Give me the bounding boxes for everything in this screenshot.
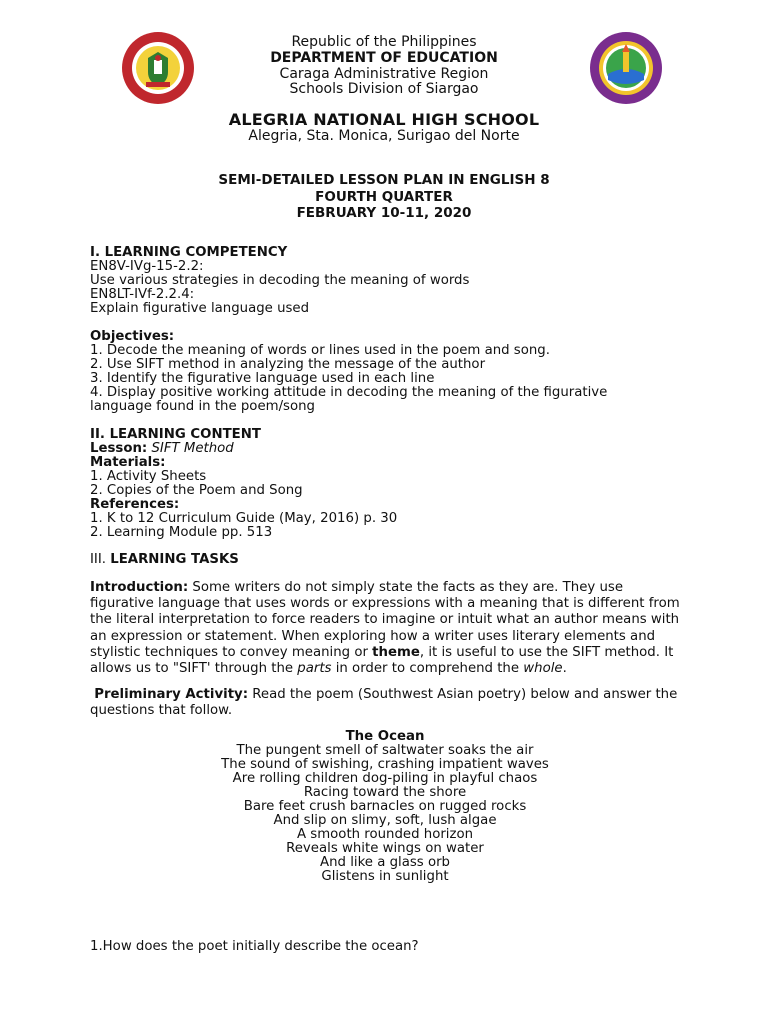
objective-item: language found in the poem/song bbox=[90, 399, 315, 414]
objective-item: 2. Use SIFT method in analyzing the message of the author bbox=[90, 357, 486, 372]
introduction-paragraph: Introduction: Some writers do not simply state the facts as they are. They use figurative language that uses words or expressions with a meaning that is different from the literal interpretation to force readers to imagine or intuit what an author means with an expression or statement. When exploring how a writer uses literary elements and stylistic techniques to convey meaning or theme, it is useful to use the SIFT method. It allows us to "SIFT' through the parts in order to comprehend the whole. bbox=[90, 580, 680, 677]
poem-line: And like a glass orb bbox=[320, 854, 450, 870]
materials-heading: Materials: bbox=[90, 455, 166, 470]
question-1: 1.How does the poet initially describe the ocean? bbox=[90, 938, 419, 954]
poem-line: Are rolling children dog-piling in playful chaos bbox=[232, 770, 538, 786]
header-division: Schools Division of Siargao bbox=[289, 81, 479, 97]
preliminary-activity: Preliminary Activity: Read the poem (Southwest Asian poetry) below and answer the questions that follow. bbox=[90, 687, 678, 719]
objective-item: 4. Display positive working attitude in decoding the meaning of the figurative bbox=[90, 385, 608, 400]
title-line-2: FOURTH QUARTER bbox=[315, 188, 453, 205]
poem-title: The Ocean bbox=[345, 728, 425, 744]
competency-line: Use various strategies in decoding the meaning of words bbox=[90, 273, 470, 288]
competency-heading: I. LEARNING COMPETENCY bbox=[90, 245, 288, 260]
poem-line: The sound of swishing, crashing impatient waves bbox=[221, 756, 549, 772]
material-item: 1. Activity Sheets bbox=[90, 469, 207, 484]
school-name: ALEGRIA NATIONAL HIGH SCHOOL bbox=[228, 110, 540, 129]
poem-line: The pungent smell of saltwater soaks the air bbox=[236, 742, 534, 758]
lesson-line: Lesson: SIFT Method bbox=[90, 441, 234, 456]
title-line-1: SEMI-DETAILED LESSON PLAN IN ENGLISH 8 bbox=[218, 172, 550, 188]
objective-item: 3. Identify the figurative language used in each line bbox=[90, 371, 435, 386]
poem-line: A smooth rounded horizon bbox=[296, 826, 474, 842]
poem bbox=[90, 730, 680, 884]
header-region: Caraga Administrative Region bbox=[279, 66, 489, 82]
competency-line: Explain figurative language used bbox=[90, 301, 310, 316]
material-item: 2. Copies of the Poem and Song bbox=[90, 483, 303, 498]
objective-item: 1. Decode the meaning of words or lines used in the poem and song. bbox=[90, 343, 550, 358]
school-address: Alegria, Sta. Monica, Surigao del Norte bbox=[248, 128, 520, 144]
poem-line: Racing toward the shore bbox=[303, 784, 467, 800]
header-department: DEPARTMENT OF EDUCATION bbox=[270, 50, 498, 66]
reference-item: 1. K to 12 Curriculum Guide (May, 2016) p. 30 bbox=[90, 511, 398, 526]
objectives-heading: Objectives: bbox=[90, 329, 175, 344]
tasks-heading: III. LEARNING TASKS bbox=[90, 552, 239, 567]
title-line-3: FEBRUARY 10-11, 2020 bbox=[296, 205, 472, 221]
poem-line: Bare feet crush barnacles on rugged rocks bbox=[243, 798, 527, 814]
poem-line: And slip on slimy, soft, lush algae bbox=[273, 812, 497, 828]
references-heading: References: bbox=[90, 497, 180, 512]
lesson-value: SIFT Method bbox=[151, 441, 234, 456]
competency-line: EN8LT-IVf-2.2.4: bbox=[90, 287, 195, 302]
competency-line: EN8V-IVg-15-2.2: bbox=[90, 259, 204, 274]
reference-item: 2. Learning Module pp. 513 bbox=[90, 525, 273, 540]
poem-line: Glistens in sunlight bbox=[321, 868, 449, 884]
lesson-plan-title bbox=[0, 172, 768, 222]
header-republic: Republic of the Philippines bbox=[291, 34, 477, 50]
content-heading: II. LEARNING CONTENT bbox=[90, 427, 261, 442]
poem-line: Reveals white wings on water bbox=[286, 840, 484, 856]
lesson-body bbox=[90, 246, 680, 954]
